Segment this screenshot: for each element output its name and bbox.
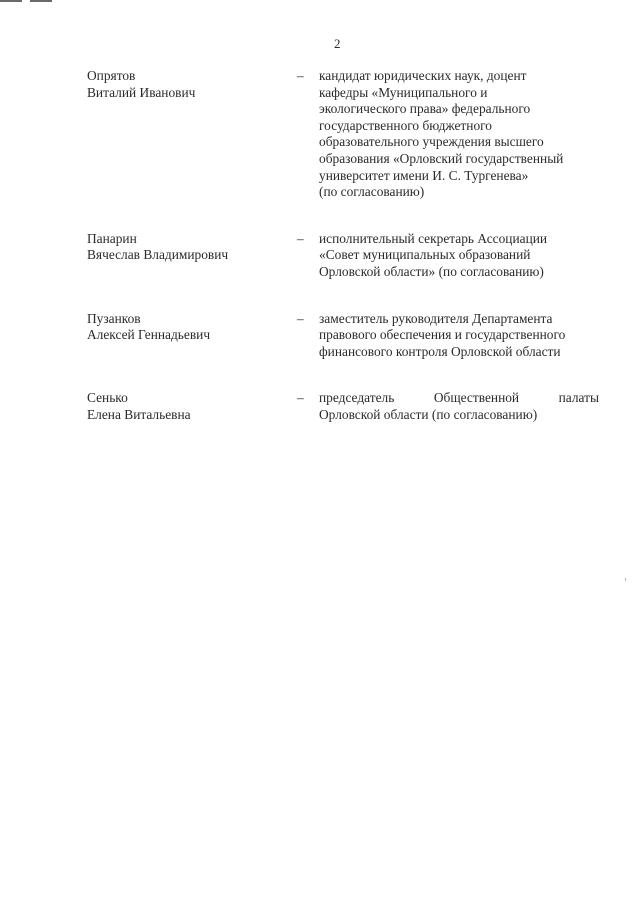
scan-speck xyxy=(625,578,626,581)
member-name xyxy=(87,231,287,264)
member-surname: Сенько xyxy=(87,390,128,406)
member-surname: Пузанков xyxy=(87,310,141,326)
description-line: государственного бюджетного xyxy=(319,117,493,133)
description-line: финансового контроля Орловской области xyxy=(319,343,561,359)
description-line: экологического права» федерального xyxy=(319,101,531,117)
member-given-names: Елена Витальевна xyxy=(87,406,191,422)
description-line: университет имени И. С. Тургенева» xyxy=(319,167,529,183)
description-line: «Совет муниципальных образований xyxy=(319,247,531,263)
member-given-names: Алексей Геннадьевич xyxy=(87,327,211,343)
dash-separator: – xyxy=(297,310,304,326)
description-line: образовательного учреждения высшего xyxy=(319,134,544,150)
member-list xyxy=(87,68,599,424)
description-line: образования «Орловский государственный xyxy=(319,150,564,166)
member-name xyxy=(87,68,287,101)
description-line: правового обеспечения и государственного xyxy=(319,327,566,343)
description-line: кандидат юридических наук, доцент xyxy=(319,68,527,83)
member-entry xyxy=(87,231,599,281)
dash-separator: – xyxy=(297,68,304,83)
member-description xyxy=(319,390,599,423)
member-name xyxy=(87,390,287,423)
member-surname: Опрятов xyxy=(87,68,136,83)
member-surname: Панарин xyxy=(87,230,137,246)
description-line: Орловской области (по согласованию) xyxy=(319,406,538,422)
description-line: (по согласованию) xyxy=(319,184,425,200)
dash-separator: – xyxy=(297,390,304,406)
description-line: исполнительный секретарь Ассоциации xyxy=(319,230,548,246)
member-given-names: Виталий Иванович xyxy=(87,84,196,100)
description-line: Орловской области» (по согласованию) xyxy=(319,263,544,279)
description-line: заместитель руководителя Департамента xyxy=(319,310,553,326)
member-given-names: Вячеслав Владимирович xyxy=(87,247,229,263)
scan-mark-left xyxy=(0,0,22,2)
member-entry xyxy=(87,311,599,361)
description-line: председатель Общественной палаты xyxy=(319,390,599,406)
member-description xyxy=(319,311,599,361)
page-number: 2 xyxy=(334,36,341,51)
member-description xyxy=(319,68,599,201)
member-entry xyxy=(87,68,599,201)
dash-separator: – xyxy=(297,230,304,246)
member-description xyxy=(319,231,599,281)
member-entry xyxy=(87,390,599,423)
member-name xyxy=(87,311,287,344)
description-line: кафедры «Муниципального и xyxy=(319,84,488,100)
scan-mark-right xyxy=(30,0,52,2)
